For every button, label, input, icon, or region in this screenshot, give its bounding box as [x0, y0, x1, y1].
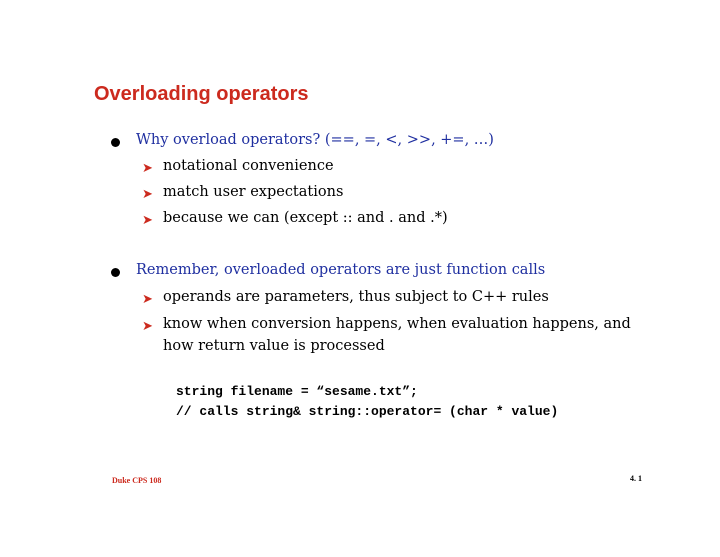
arrow-bullet-icon: ➤ — [142, 213, 153, 228]
bullet-2-text: Remember, overloaded operators are just function calls — [136, 262, 546, 278]
arrow-bullet-icon: ➤ — [142, 161, 153, 176]
bullet-2-subitem-1: operands are parameters, thus subject to C++ rules — [163, 289, 549, 305]
bullet-2-subitem-2: know when conversion happens, when evaluation happens, and — [163, 316, 631, 332]
bullet-dot-icon — [111, 268, 120, 277]
bullet-1-subitem-2: match user expectations — [163, 184, 344, 200]
arrow-bullet-icon: ➤ — [142, 187, 153, 202]
arrow-bullet-icon: ➤ — [142, 292, 153, 307]
bullet-1-subitem-3: because we can (except :: and . and .*) — [163, 210, 448, 226]
slide-title: Overloading operators — [94, 83, 309, 105]
footer-slide-number: 4. 1 — [630, 474, 642, 483]
bullet-2-subitem-2-continued: how return value is processed — [163, 338, 385, 354]
bullet-1-subitem-1: notational convenience — [163, 158, 334, 174]
footer-course-label: Duke CPS 108 — [112, 476, 162, 485]
code-line-1: string filename = “sesame.txt”; — [176, 384, 418, 399]
bullet-dot-icon — [111, 138, 120, 147]
bullet-1-text: Why overload operators? (==, =, <, >>, +=, …) — [136, 132, 494, 148]
code-line-2: // calls string& string::operator= (char * value) — [176, 404, 559, 419]
arrow-bullet-icon: ➤ — [142, 319, 153, 334]
